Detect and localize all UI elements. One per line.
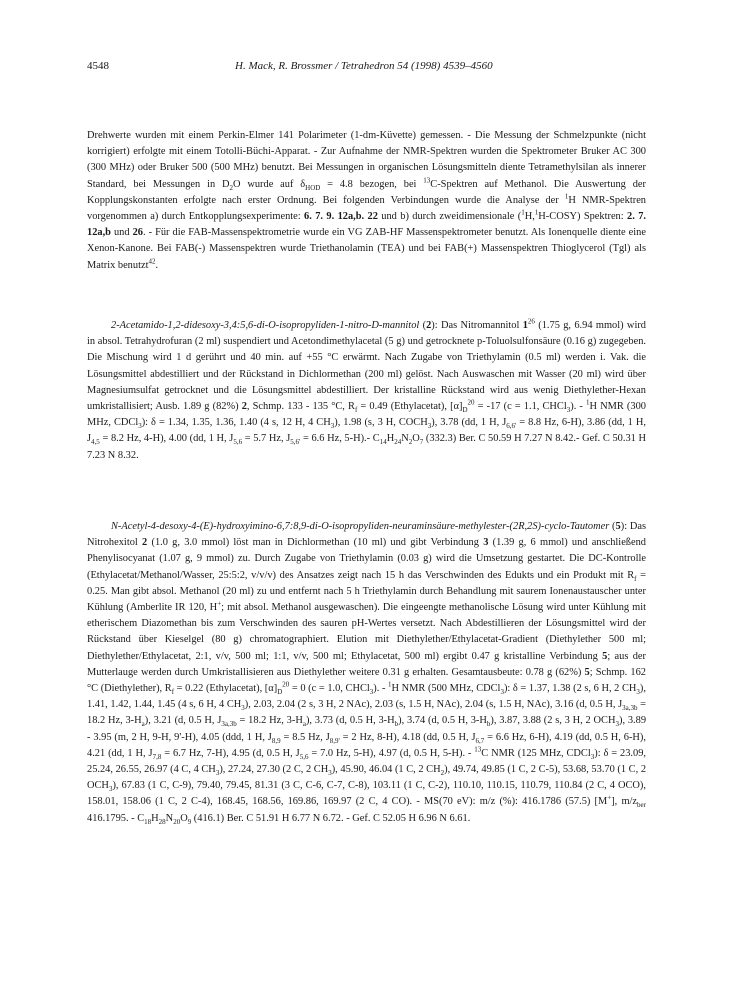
compound-5-title: N-Acetyl-4-desoxy-4-(E)-hydroxyimino-6,7:8,9-di-O-isopropyliden-neuraminsäure-methylester-(2R,2S)-cyclo-Tautomer: [111, 521, 610, 532]
running-header: [87, 58, 646, 74]
methods-paragraph: Drehwerte wurden mit einem Perkin-Elmer 141 Polarimeter (1-dm-Küvette) gemessen. - Die Messung der Schmelzpunkte (nicht korrigiert) erfolgte mit einem Totolli-Büchi-Apparat. - Zur Aufnahme der NMR-Spektren wurden die Spektrometer Bruker AC 300 (300 MHz) oder Bruker 500 (500 MHz) benutzt. Bei Messungen in organischen Lösungsmitteln diente Tetramethylsilan als innerer Standard, bei Messungen in $D_2O$ wurde auf $\delta_{HOD} = 4.8$ bezogen, bei $^{13}$C-Spektren auf Methanol. Die Auswertung der Kopplungskonstanten erfolgte nach erster Ordnung. Bei folgenden Verbindungen wurde die Analyse der $^1$H NMR-Spektren vorgenommen a) durch Entkopplungsexperimente: 6. 7. 9. 12a,b. 22 und b) durch zweidimensionale ($^1$H,$^1$H-COSY) Spektren: 2. 7. 12a,b und 26. - Für die FAB-Massenspektrometrie wurde ein VG ZAB-HF Massenspektrometer benutzt. Als Ionenquelle diente eine Xenon-Kanone. Bei FAB(-) Massenspektren wurde Triethanolamin (TEA) und bei FAB(+) Massenspektren Thioglycerol (Tgl) als Matrix benutzt$^{42}$.: [87, 130, 646, 271]
page-number: 4548: [87, 60, 109, 72]
compound-2-title: 2-Acetamido-1,2-didesoxy-3,4:5,6-di-O-isopropyliden-1-nitro-D-mannitol: [111, 320, 420, 331]
compound-2-paragraph: 2-Acetamido-1,2-didesoxy-3,4:5,6-di-O-isopropyliden-1-nitro-D-mannitol (2): Das Nitromannitol $1^{26}$ (1.75 g, 6.94 mmol) wird in absol. Tetrahydrofuran (2 ml) suspendiert und Acetondimethylacetal (5 g) und getrocknete p-Toluolsulfonsäure (0.16 g) zugegeben. Die Mischung wird 1 d gerührt und 40 min. auf +55 °C erwärmt. Nach Zugabe von Triethylamin (0.5 ml) werden i. Vak. die Lösungsmittel abdestilliert und der Rückstand in Dichlormethan (200 ml) gelöst. Nach Auswaschen mit Wasser (20 ml) wird über Magnesiumsulfat getrocknet und die Lösungsmittel abdestilliert. Der kristalline Rückstand wird aus wenig Diethylether-Hexan umkristallisiert; Ausb. 1.89 g (82%) 2, Schmp. 133 - 135 °C, $R_f = 0.49$ (Ethylacetat), $[\alpha]_D^{20} = -17$ (c = 1.1, CHCl$_3$). - $^1$H NMR (300 MHz, CDCl$_3$): δ = 1.34, 1.35, 1.36, 1.40 (4 s, 12 H, 4 $CH_3$), 1.98 (s, 3 H, $COCH_3$), 3.78 (dd, 1 H, $J_{6,6'} = 8.8$ Hz, 6-H), 3.86 (dd, 1 H, $J_{4,5} = 8.2$ Hz, 4-H), 4.00 (dd, 1 H, $J_{5,6} = 5.7$ Hz, $J_{5,6'} = 6.6$ Hz, 5-H).- $C_{14}H_{24}N_2O_7$ (332.3) Ber. C 50.59 H 7.27 N 8.42.- Gef. C 50.31 H 7.23 N 8.32.: [87, 317, 646, 461]
journal-citation: H. Mack, R. Brossmer / Tetrahedron 54 (1998) 4539–4560: [235, 60, 493, 72]
compound-5-paragraph: N-Acetyl-4-desoxy-4-(E)-hydroxyimino-6,7:8,9-di-O-isopropyliden-neuraminsäure-methylester-(2R,2S)-cyclo-Tautomer (5): Das Nitrohexitol 2 (1.0 g, 3.0 mmol) löst man in Dichlormethan (10 ml) und gibt Verbindung 3 (1.39 g, 6 mmol) und anschließend Phenylisocyanat (1.07 g, 9 mmol) zu. Durch Zugabe von Triethylamin (0.03 g) wird die Umsetzung gestartet. Die DC-Kontrolle (Ethylacetat/Methanol/Wasser, 25:5:2, v/v/v) des Ansatzes zeigt nach 15 h das Verschwinden des Edukts und ein Produkt mit $R_f = 0.25$. Man gibt absol. Methanol (20 ml) zu und entfernt nach 5 h Triethylamin durch Behandlung mit saurem Ionenaustauscher unter Kühlung (Amberlite IR 120, H+; mit absol. Methanol ausgewaschen). Die eingeengte methanolische Lösung wird unter Kühlung mit etherischem Diazomethan bis zum Verschwinden des sauren pH-Wertes versetzt. Nach Abdestillieren der Lösungsmittel wird der Rückstand über Kieselgel (80 g) chromatographiert. Elution mit Diethylether/Ethylacetat-Gradient (Diethylether 500 ml; Diethylether/Ethylacetat, 2:1, v/v, 500 ml; 1:1, v/v, 500 ml; Ethylacetat, 500 ml) ergibt 0.47 g kristalline Verbindung 5; aus der Mutterlauge werden durch Umkristallisieren aus Diethylether weitere 0.31 g erhalten. Gesamtausbeute: 0.78 g (62%) 5; Schmp. 162 °C (Diethylether), $R_f = 0.22$ (Ethylacetat), $[\alpha]_D^{20} = 0$ (c = 1.0, CHCl$_3$). - $^1$H NMR (500 MHz, CDCl$_3$): δ = 1.37, 1.38 (2 s, 6 H, 2 $CH_3$), 1.41, 1.42, 1.44, 1.45 (4 s, 6 H, 4 $CH_3$), 2.03, 2.04 (2 s, 3 H, 2 NAc), 2.03 (s, 1.5 H, NAc), 2.04 (s, 1.5 H, NAc), 3.16 (d, 0.5 H, $J_{3a,3b} = 18.2$ Hz, $3-H_a$), 3.21 (d, 0.5 H, $J_{3a,3b} = 18.2$ Hz, $3-H_a$), 3.73 (d, 0.5 H, $3-H_b$), 3.74 (d, 0.5 H, $3-H_b$), 3.87, 3.88 (2 s, 3 H, 2 $OCH_3$), 3.89 - 3.95 (m, 2 H, 9-H, 9'-H), 4.05 (ddd, 1 H, $J_{8,9} = 8.5$ Hz, $J_{8,9'} = 2$ Hz, 8-H), 4.18 (dd, 0.5 H, $J_{6,7} = 6.6$ Hz, 6-H), 4.19 (dd, 0.5 H, 6-H), 4.21 (dd, 1 H, $J_{7,8} = 6.7$ Hz, 7-H), 4.95 (d, 0.5 H, $J_{5,6} = 7.0$ Hz, 5-H), 4.97 (d, 0.5 H, 5-H). - $^{13}$C NMR (125 MHz, CDCl$_3$): δ = 23.09, 25.24, 26.55, 26.97 (4 C, 4 $CH_3$), 27.24, 27.30 (2 C, 2 $CH_3$), 45.90, 46.04 (1 C, 2 $CH_2$), 49.74, 49.85 (1 C, 2 C-5), 53.68, 53.70 (1 C, 2 $OCH_3$), 67.83 (1 C, C-9), 79.40, 79.45, 81.31 (3 C, C-6, C-7, C-8), 103.11 (1 C, C-2), 110.10, 110.15, 110.79, 110.84 (2 C, 4 OCO), 158.01, 158.06 (1 C, 2 C-4), 168.45, 168.56, 169.86, 169.97 (2 C, 4 CO). - MS(70 eV): m/z (%): 416.1786 (57.5) [M+], $m/z_{ber}$ 416.1795. - $C_{18}H_{28}N_{20}O_9$ (416.1) Ber. C 51.91 H 6.77 N 6.72. - Gef. C 52.05 H 6.96 N 6.61.: [87, 521, 647, 826]
